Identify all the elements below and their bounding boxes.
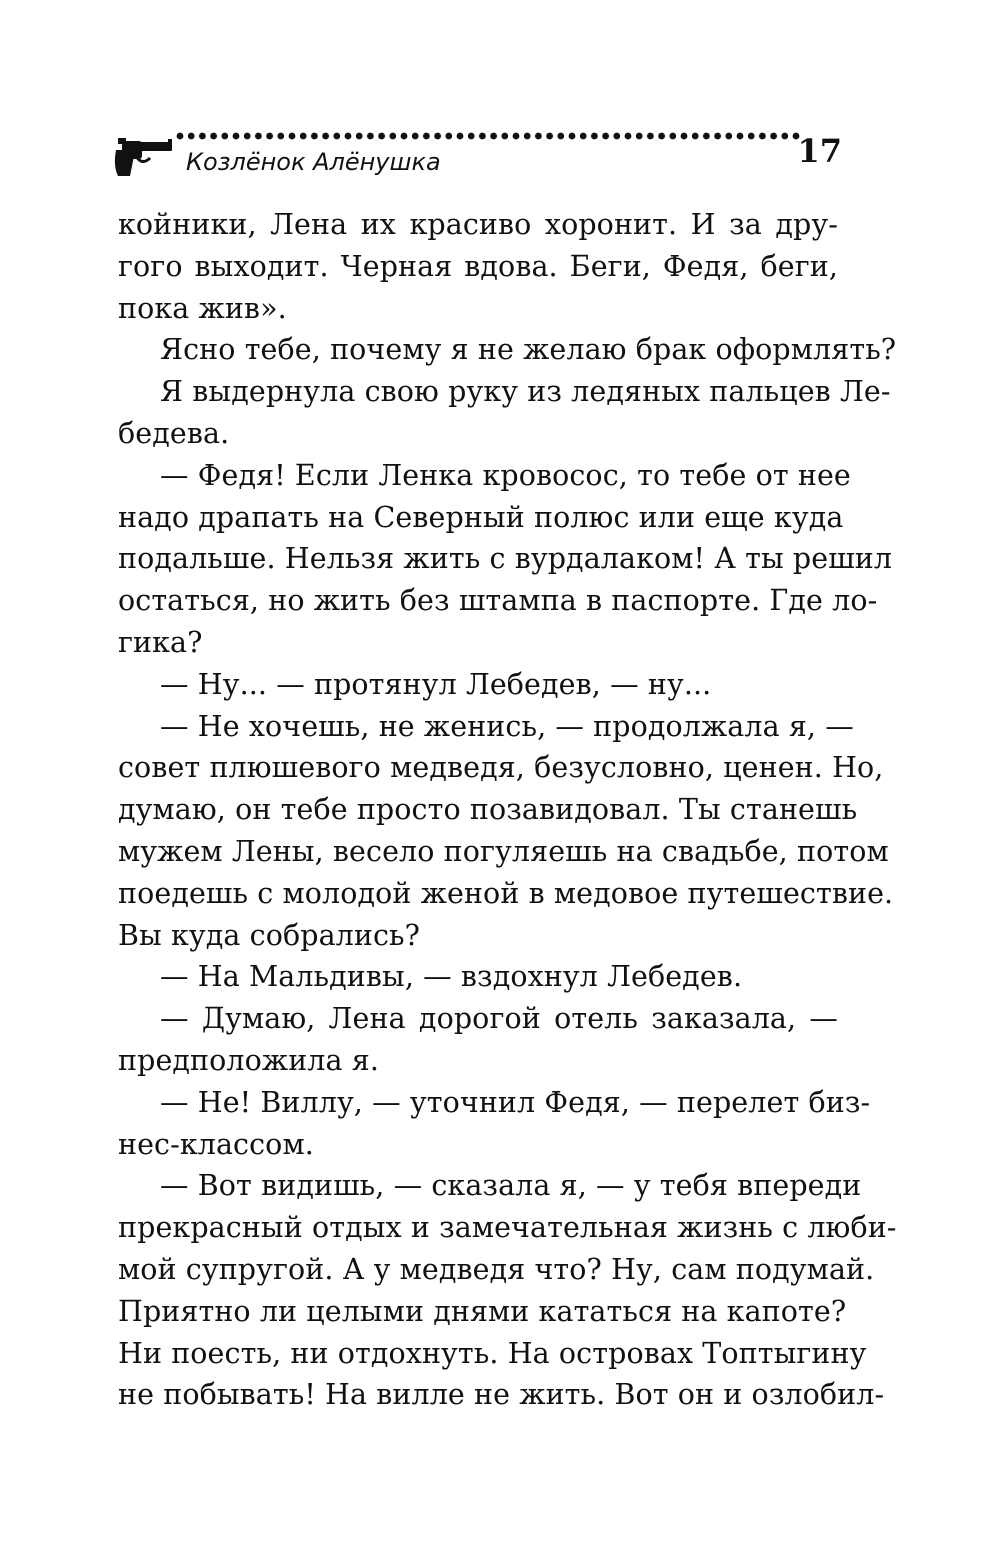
rule-dot bbox=[535, 133, 542, 140]
running-header bbox=[112, 128, 842, 188]
rule-dot bbox=[580, 133, 587, 140]
rule-dot bbox=[300, 133, 307, 140]
text-line: прекрасный отдых и замечательная жизнь с люби- bbox=[118, 1211, 897, 1245]
rule-dot bbox=[714, 133, 721, 140]
text-line: поедешь с молодой женой в медовое путешествие. bbox=[118, 876, 894, 910]
rule-dot bbox=[221, 133, 228, 140]
rule-dot bbox=[412, 133, 419, 140]
rule-dot bbox=[233, 133, 240, 140]
text-line: Ясно тебе, почему я не желаю брак оформлять? bbox=[160, 333, 897, 367]
text-line: — Федя! Если Ленка кровосос, то тебе от нее bbox=[160, 458, 851, 492]
header-dotted-rule bbox=[176, 130, 800, 142]
text-line: нес-классом. bbox=[118, 1127, 314, 1161]
rule-dot bbox=[434, 133, 441, 140]
text-line: — Думаю, Лена дорогой отель заказала, — bbox=[160, 1002, 838, 1036]
running-title: Козлёнок Алёнушка bbox=[186, 148, 441, 176]
rule-dot bbox=[277, 133, 284, 140]
rule-dot bbox=[591, 133, 598, 140]
text-line: совет плюшевого медведя, безусловно, ценен. Но, bbox=[118, 751, 884, 785]
rule-dot bbox=[188, 133, 195, 140]
rule-dot bbox=[367, 133, 374, 140]
rule-dot bbox=[389, 133, 396, 140]
rule-dot bbox=[546, 133, 553, 140]
text-line: мужем Лены, весело погуляешь на свадьбе, потом bbox=[118, 834, 889, 868]
text-line: гого выходит. Черная вдова. Беги, Федя, беги, bbox=[118, 249, 838, 283]
rule-dot bbox=[255, 133, 262, 140]
rule-dot bbox=[669, 133, 676, 140]
text-line: думаю, он тебе просто позавидовал. Ты станешь bbox=[118, 793, 858, 827]
text-line: — Не хочешь, не женись, — продолжала я, — bbox=[160, 709, 854, 743]
rule-dot bbox=[322, 133, 329, 140]
rule-dot bbox=[748, 133, 755, 140]
rule-dot bbox=[781, 133, 788, 140]
text-line: Я выдернула свою руку из ледяных пальцев Ле- bbox=[160, 375, 891, 409]
rule-dot bbox=[759, 133, 766, 140]
rule-dot bbox=[401, 133, 408, 140]
text-line: — На Мальдивы, — вздохнул Лебедев. bbox=[160, 960, 743, 994]
rule-dot bbox=[602, 133, 609, 140]
rule-dot bbox=[613, 133, 620, 140]
body-text bbox=[118, 204, 897, 1416]
text-line: пока жив». bbox=[118, 291, 287, 325]
rule-dot bbox=[423, 133, 430, 140]
rule-dot bbox=[703, 133, 710, 140]
text-line: — Вот видишь, — сказала я, — у тебя впереди bbox=[160, 1169, 862, 1203]
text-line: предположила я. bbox=[118, 1043, 379, 1077]
text-line: надо драпать на Северный полюс или еще куда bbox=[118, 500, 844, 534]
page-number: 17 bbox=[797, 132, 842, 170]
rule-dot bbox=[266, 133, 273, 140]
rule-dot bbox=[501, 133, 508, 140]
text-line: мой супругой. А у медведя что? Ну, сам подумай. bbox=[118, 1252, 875, 1286]
rule-dot bbox=[647, 133, 654, 140]
text-line: Приятно ли целыми днями кататься на капоте? bbox=[118, 1294, 847, 1328]
text-line: Ни поесть, ни отдохнуть. На островах Топтыгину bbox=[118, 1336, 867, 1370]
rule-dot bbox=[468, 133, 475, 140]
rule-dot bbox=[725, 133, 732, 140]
text-line: Вы куда собрались? bbox=[118, 918, 421, 952]
rule-dot bbox=[378, 133, 385, 140]
text-line: не побывать! На вилле не жить. Вот он и озлобил- bbox=[118, 1378, 885, 1412]
rule-dot bbox=[569, 133, 576, 140]
rule-dot bbox=[244, 133, 251, 140]
rule-dot bbox=[692, 133, 699, 140]
text-line: гика? bbox=[118, 625, 203, 659]
text-line: — Не! Виллу, — уточнил Федя, — перелет биз- bbox=[160, 1085, 871, 1119]
rule-dot bbox=[333, 133, 340, 140]
rule-dot bbox=[770, 133, 777, 140]
rule-dot bbox=[177, 133, 184, 140]
text-line: — Ну... — протянул Лебедев, — ну... bbox=[160, 667, 712, 701]
rule-dot bbox=[210, 133, 217, 140]
text-line: бедева. bbox=[118, 416, 230, 450]
text-line: койники, Лена их красиво хоронит. И за дру- bbox=[118, 208, 838, 241]
rule-dot bbox=[445, 133, 452, 140]
rule-dot bbox=[737, 133, 744, 140]
rule-dot bbox=[524, 133, 531, 140]
rule-dot bbox=[490, 133, 497, 140]
rule-dot bbox=[345, 133, 352, 140]
rule-dot bbox=[311, 133, 318, 140]
rule-dot bbox=[457, 133, 464, 140]
revolver-icon bbox=[112, 136, 174, 178]
rule-dot bbox=[356, 133, 363, 140]
rule-dot bbox=[289, 133, 296, 140]
text-line: подальше. Нельзя жить с вурдалаком! А ты решил bbox=[118, 542, 893, 576]
rule-dot bbox=[625, 133, 632, 140]
rule-dot bbox=[513, 133, 520, 140]
rule-dot bbox=[636, 133, 643, 140]
rule-dot bbox=[199, 133, 206, 140]
rule-dot bbox=[681, 133, 688, 140]
text-line: остаться, но жить без штампа в паспорте. Где ло- bbox=[118, 584, 878, 618]
rule-dot bbox=[658, 133, 665, 140]
rule-dot bbox=[479, 133, 486, 140]
rule-dot bbox=[557, 133, 564, 140]
